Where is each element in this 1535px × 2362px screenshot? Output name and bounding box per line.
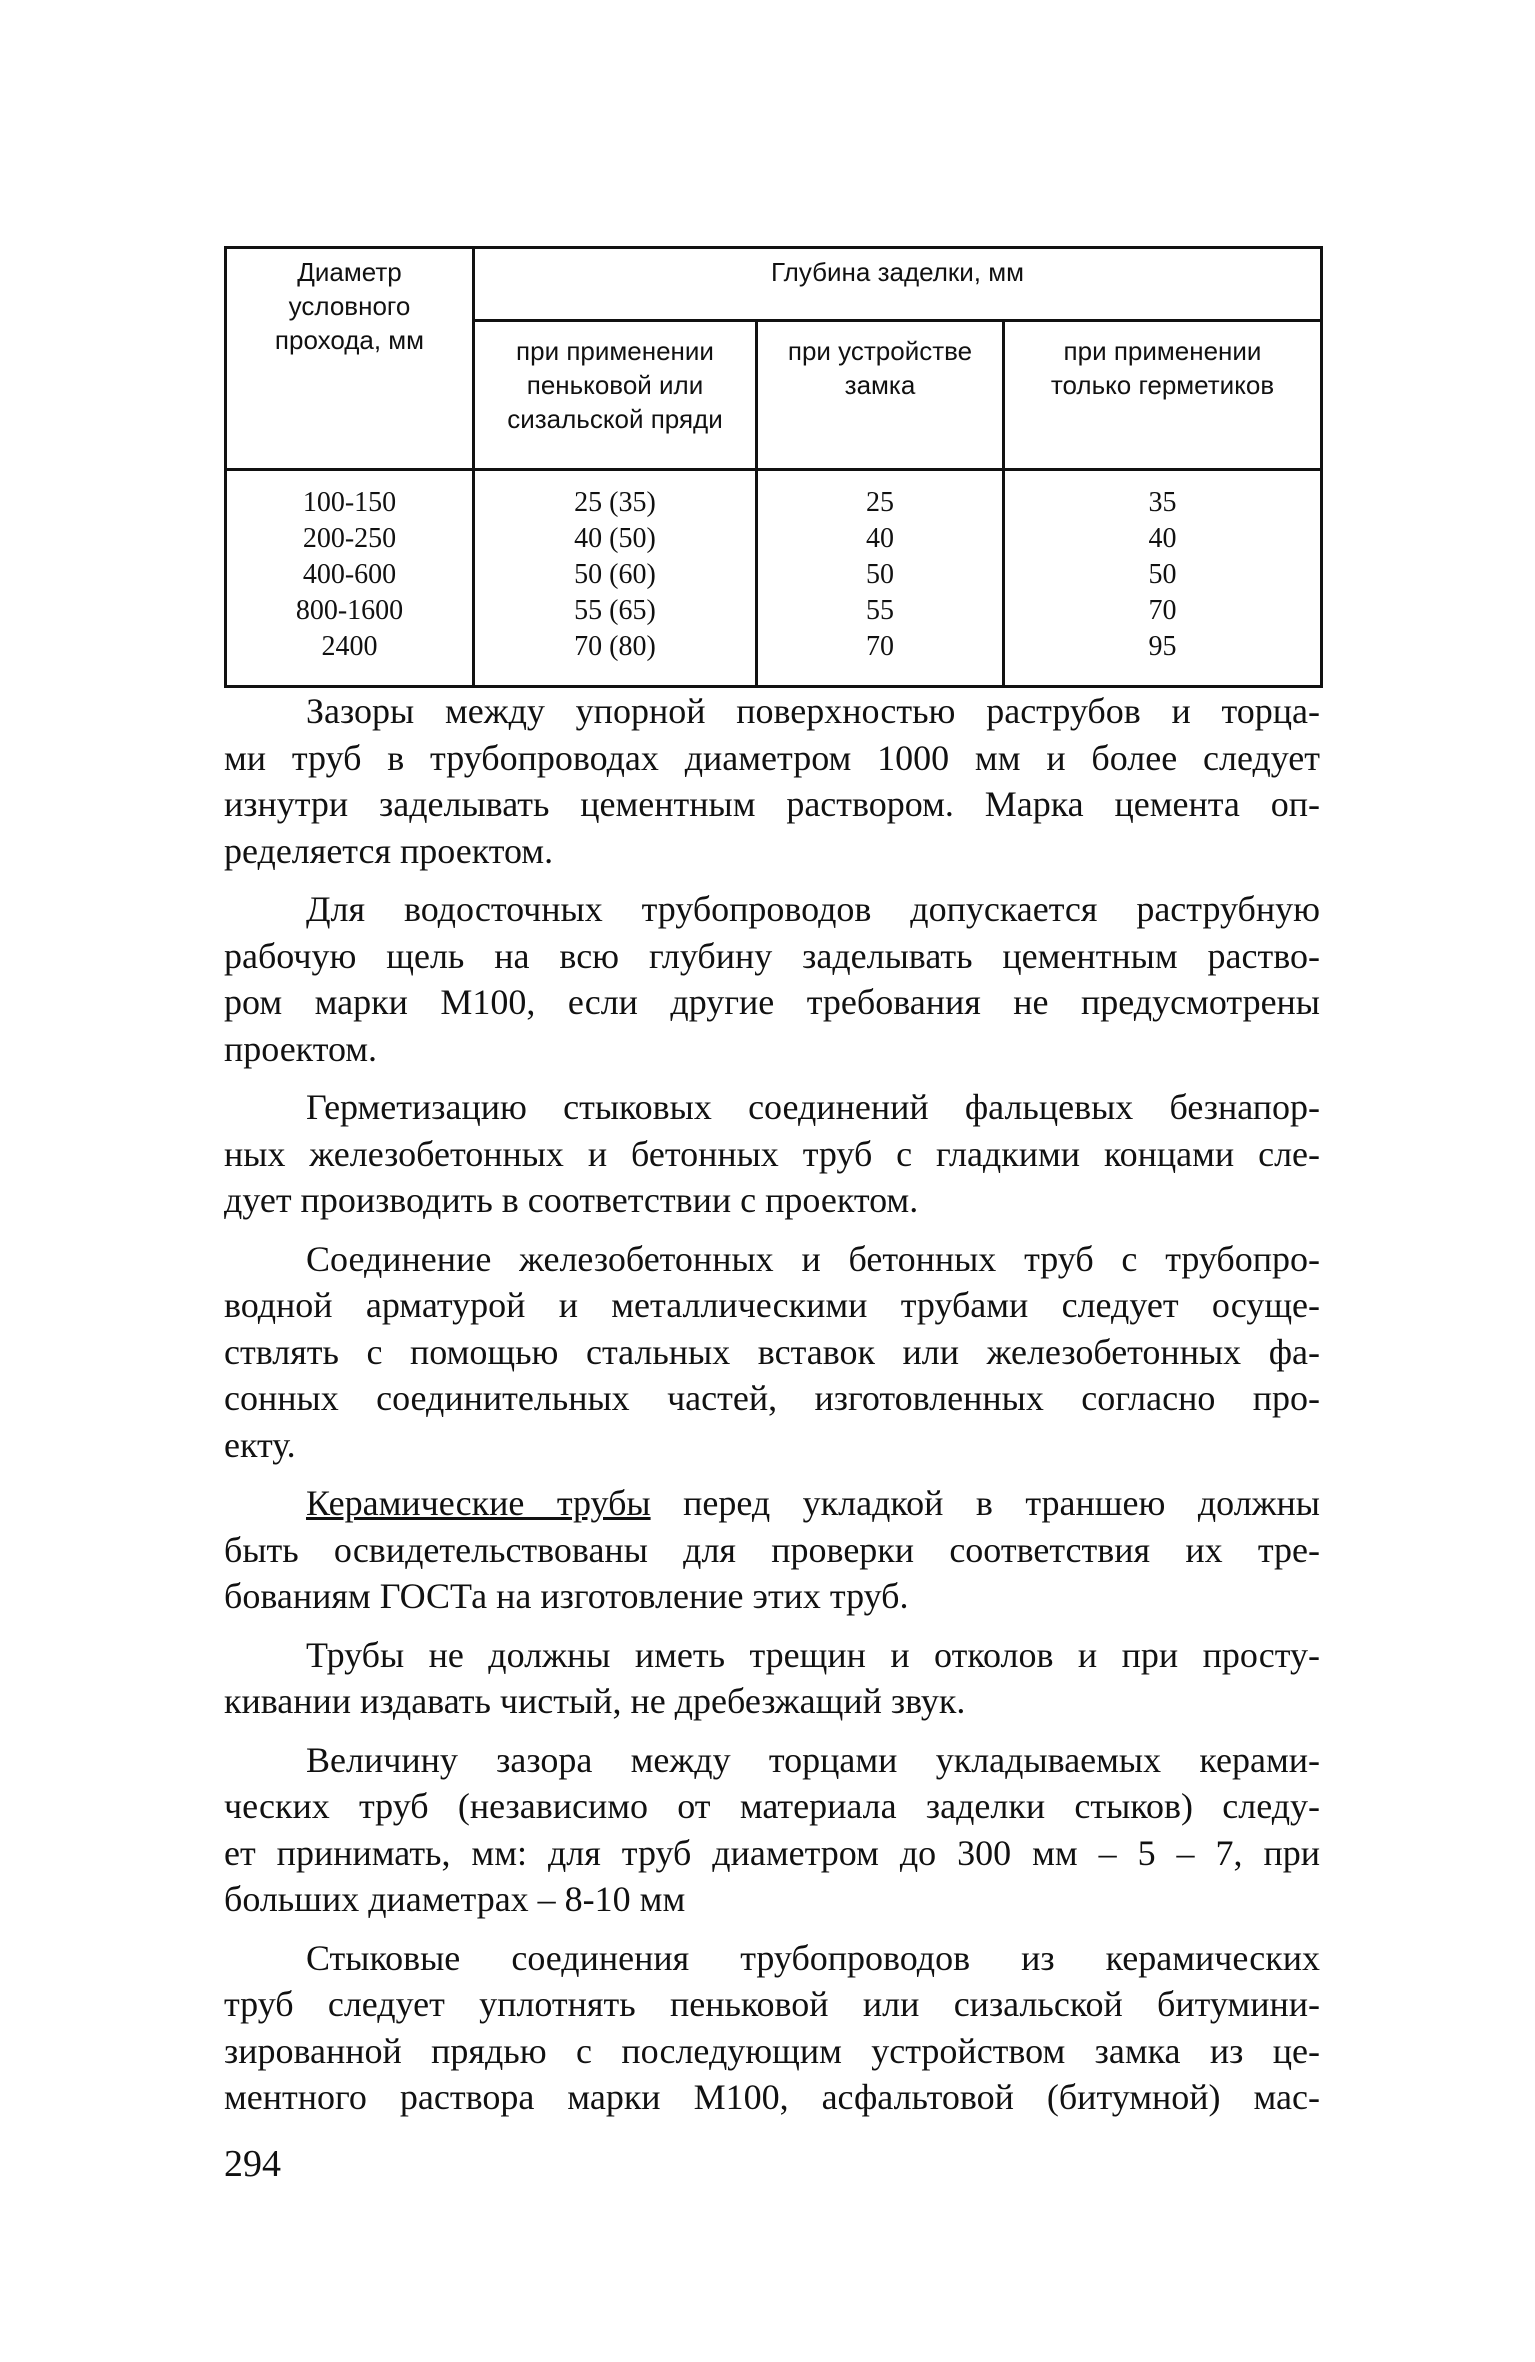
underlined-term: Керамические трубы [306,1483,651,1523]
column-diameter-values [226,470,474,687]
table-cell: 55 (65) [574,595,656,626]
table-cell: 50 [866,559,894,590]
table-cell: 25 [866,487,894,518]
column-hemp-values [474,470,757,687]
table-cell: 400-600 [302,559,397,590]
page-number: 294 [224,2143,281,2185]
paragraph-connection: Соединение железобетонных и бетонных труб с трубопро- водной арматурой и металлическими трубами следует осуще- ствлять с помощью стальных вставок или железобетонных фа- сонных соединительных частей, изготовленных согласно про- екту. [224,1238,1320,1465]
table-cell: 35 [1148,487,1177,518]
column-sealant-values [1004,470,1322,687]
table-cell: 70 [866,631,894,662]
paragraph-joint-sealing: Стыковые соединения трубопроводов из керамических труб следует уплотнять пеньковой или сизальской битумини- зированной прядью с последующим устройством замка из це- ментного раствора марки М100, асфальтовой (битумной) мас- [224,1937,1320,2117]
table-cell: 40 [1148,523,1177,554]
paragraph-drain-pipes: Для водосточных трубопроводов допускается раструбную рабочую щель на всю глубину заделывать цементным раство- ром марки М100, если другие требования не предусмотрены проектом. [224,889,1320,1069]
paragraph-gap-size: Величину зазора между торцами укладываемых керами- ческих труб (независимо от материала заделки стыков) следу- ет принимать, мм: для труб диаметром до 300 мм – 5 – 7, при больших диаметрах – 8-10 мм [224,1739,1320,1919]
header-sealant-only: при применении только герметиков [1004,321,1322,470]
table-cell: 100-150 [302,487,397,518]
body-text [224,688,1320,2121]
table-cell: 800-1600 [295,595,404,626]
paragraph-gaps: Зазоры между упорной поверхностью раструбов и торца- ми труб в трубопроводах диаметром 1000 мм и более следует изнутри заделывать цементным раствором. Марка цемента оп- ределяется проектом. [224,691,1320,871]
table-cell: 95 [1148,631,1177,662]
table-cell: 70 (80) [574,631,656,662]
table-cell: 55 [866,595,894,626]
table-cell: 50 (60) [574,559,656,590]
header-diameter: Диаметр условного прохода, мм [226,248,474,470]
table-cell: 200-250 [302,523,397,554]
paragraph-ceramic-pipes: Керамические трубы перед укладкой в траншею должны быть освидетельствованы для проверки соответствия их тре- бованиям ГОСТа на изготовление этих труб. [224,1483,1320,1616]
column-lock-values [757,470,1004,687]
table-cell: 25 (35) [574,487,656,518]
header-lock: при устройстве замка [757,321,1004,470]
header-hemp-strand: при применении пеньковой или сизальской пряди [474,321,757,470]
table-cell: 50 [1148,559,1177,590]
table-cell: 40 [866,523,894,554]
table-cell: 2400 [321,631,378,662]
joint-depth-table [224,246,1323,688]
table-cell: 40 (50) [574,523,656,554]
header-joint-depth: Глубина заделки, мм [474,248,1322,321]
table-cell: 70 [1148,595,1177,626]
paragraph-pipe-quality: Трубы не должны иметь трещин и отколов и при просту- кивании издавать чистый, не дребезжащий звук. [224,1634,1320,1721]
paragraph-sealing: Герметизацию стыковых соединений фальцевых безнапор- ных железобетонных и бетонных труб с гладкими концами сле- дует производить в соответствии с проектом. [224,1087,1320,1220]
